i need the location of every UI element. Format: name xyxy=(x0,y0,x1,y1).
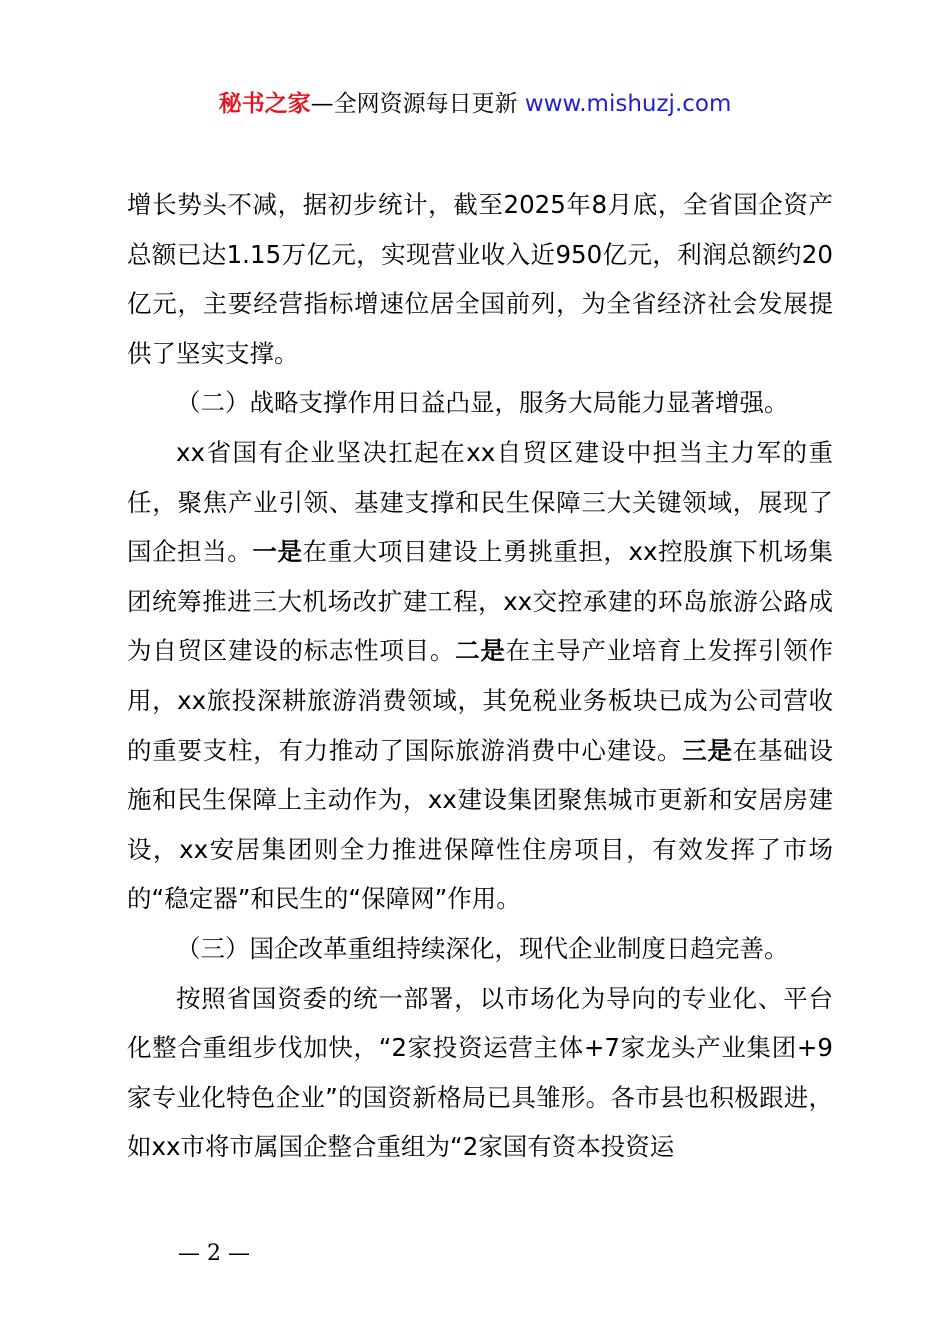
document-body xyxy=(127,180,833,1172)
header-url-link[interactable]: www.mishuzj.com xyxy=(524,91,732,117)
point-text-2: 在主导产业培育上发挥引领作用，xx旅投深耕旅游消费领域，其免税业务板块已成为公司营收的重要支柱，有力推动了国际旅游消费中心建设。 xyxy=(127,636,834,765)
point-label-3: 三是 xyxy=(682,735,733,765)
point-text-1: 在重大项目建设上勇挑重担，xx控股旗下机场集团统筹推进三大机场改扩建工程，xx交控承建的环岛旅游公路成为自贸区建设的标志性项目。 xyxy=(127,537,834,666)
page-number: — 2 — xyxy=(178,1241,250,1266)
paragraph-continuation: 增长势头不减，据初步统计，截至2025年8月底，全省国企资产总额已达1.15万亿元，实现营业收入近950亿元，利润总额约20亿元，主要经营指标增速位居全国前列，为全省经济社会发展提供了坚实支撑。 xyxy=(127,190,833,368)
header-tagline: —全网资源每日更新 xyxy=(310,91,525,117)
brand-name: 秘书之家 xyxy=(218,91,311,117)
paragraph-intro-text: xx省国有企业坚决扛起在xx自贸区建设中担当主力军的重任，聚焦产业引领、基建支撑和民生保障三大关键领域，展现了国企担当。 xyxy=(127,437,833,567)
point-label-2: 二是 xyxy=(455,636,506,666)
page-header xyxy=(0,86,950,122)
paragraph-strategic-support xyxy=(127,428,833,924)
point-text-3: 在基础设施和民生保障上主动作为，xx建设集团聚焦城市更新和安居房建设，xx安居集团则全力推进保障性住房项目，有效发挥了市场的“稳定器”和民生的“保障网”作用。 xyxy=(127,735,834,914)
paragraph-reform: 按照省国资委的统一部署，以市场化为导向的专业化、平台化整合重组步伐加快，“2家投资运营主体+7家龙头产业集团+9家专业化特色企业”的国资新格局已具雏形。各市县也积极跟进，如xx市将市属国企整合重组为“2家国有资本投资运 xyxy=(127,983,833,1162)
section-heading-2: （二）战略支撑作用日益凸显，服务大局能力显著增强。 xyxy=(176,388,789,418)
point-label-1: 一是 xyxy=(252,537,303,567)
section-heading-3: （三）国企改革重组持续深化，现代企业制度日趋完善。 xyxy=(176,933,789,963)
